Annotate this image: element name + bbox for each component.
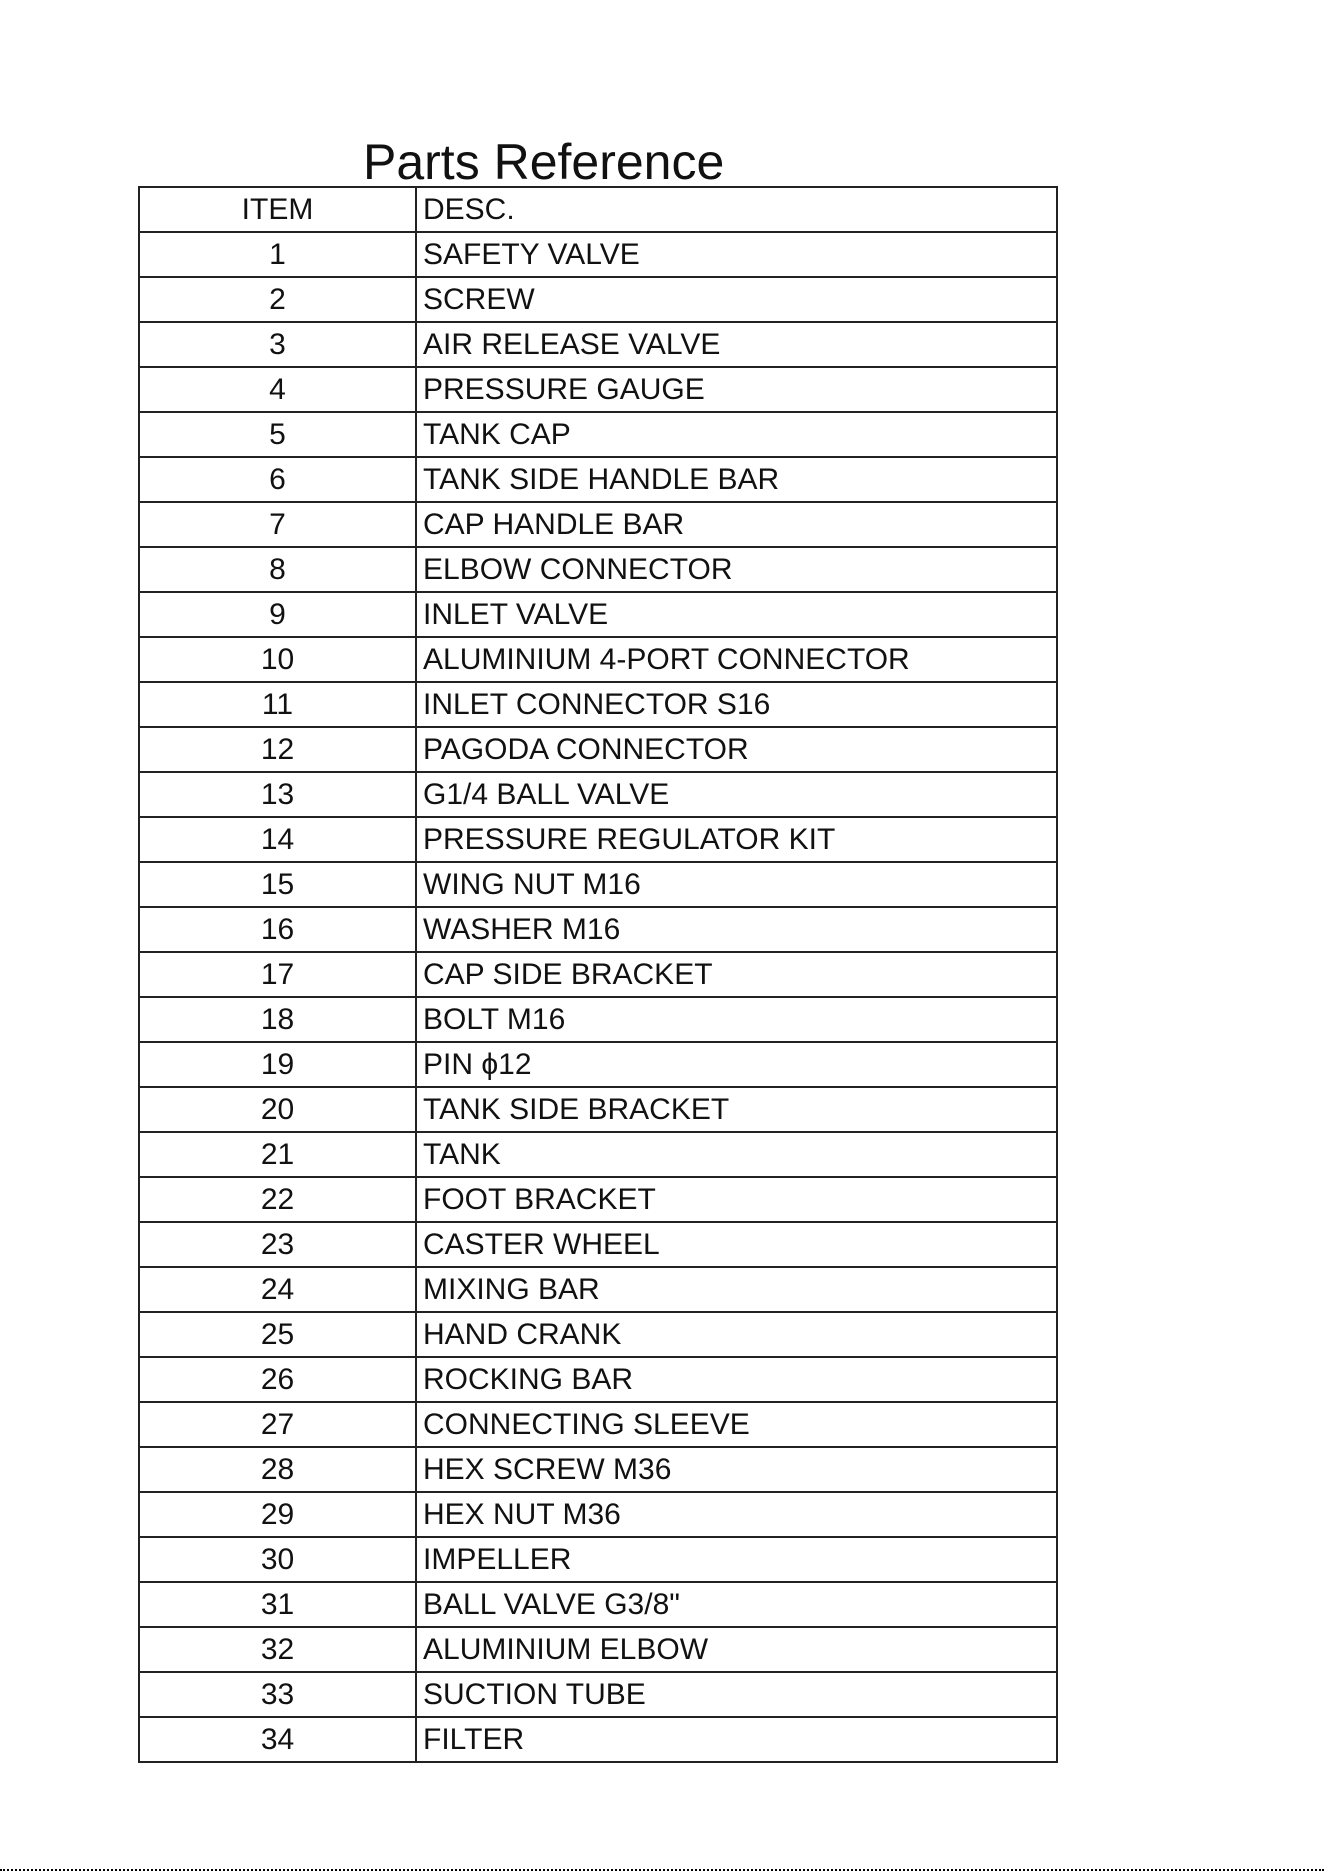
item-description-cell: HEX NUT M36 — [416, 1492, 1057, 1537]
item-number-cell: 30 — [139, 1537, 416, 1582]
page-title: Parts Reference — [363, 133, 725, 190]
item-number-cell: 17 — [139, 952, 416, 997]
item-description-cell: CAP HANDLE BAR — [416, 502, 1057, 547]
item-number-cell: 2 — [139, 277, 416, 322]
parts-table — [138, 186, 1058, 1763]
item-description-cell: TANK SIDE HANDLE BAR — [416, 457, 1057, 502]
table-row — [139, 1492, 1057, 1537]
item-number-cell: 16 — [139, 907, 416, 952]
table-row — [139, 367, 1057, 412]
item-description-cell: WING NUT M16 — [416, 862, 1057, 907]
item-number-cell: 10 — [139, 637, 416, 682]
item-number-cell: 25 — [139, 1312, 416, 1357]
item-number-cell: 13 — [139, 772, 416, 817]
item-description-cell: PAGODA CONNECTOR — [416, 727, 1057, 772]
item-description-cell: INLET CONNECTOR S16 — [416, 682, 1057, 727]
table-row — [139, 1582, 1057, 1627]
item-description-cell: ROCKING BAR — [416, 1357, 1057, 1402]
item-description-cell: G1/4 BALL VALVE — [416, 772, 1057, 817]
item-description-cell: MIXING BAR — [416, 1267, 1057, 1312]
item-description-cell: ALUMINIUM ELBOW — [416, 1627, 1057, 1672]
item-description-cell: CONNECTING SLEEVE — [416, 1402, 1057, 1447]
item-number-cell: 11 — [139, 682, 416, 727]
item-number-cell: 27 — [139, 1402, 416, 1447]
item-number-cell: 9 — [139, 592, 416, 637]
table-header-row — [139, 187, 1057, 232]
table-row — [139, 412, 1057, 457]
item-number-cell: 34 — [139, 1717, 416, 1762]
item-description-cell: PIN ϕ12 — [416, 1042, 1057, 1087]
table-row — [139, 592, 1057, 637]
table-row — [139, 727, 1057, 772]
item-description-cell: FILTER — [416, 1717, 1057, 1762]
item-description-cell: SCREW — [416, 277, 1057, 322]
item-number-cell: 26 — [139, 1357, 416, 1402]
item-number-cell: 22 — [139, 1177, 416, 1222]
item-number-cell: 12 — [139, 727, 416, 772]
item-number-cell: 8 — [139, 547, 416, 592]
item-column-header: ITEM — [139, 187, 416, 232]
item-description-cell: ALUMINIUM 4-PORT CONNECTOR — [416, 637, 1057, 682]
item-description-cell: CASTER WHEEL — [416, 1222, 1057, 1267]
table-row — [139, 817, 1057, 862]
item-description-cell: HAND CRANK — [416, 1312, 1057, 1357]
item-number-cell: 19 — [139, 1042, 416, 1087]
table-row — [139, 952, 1057, 997]
item-number-cell: 4 — [139, 367, 416, 412]
table-row — [139, 1222, 1057, 1267]
item-number-cell: 14 — [139, 817, 416, 862]
item-description-cell: TANK SIDE BRACKET — [416, 1087, 1057, 1132]
item-description-cell: WASHER M16 — [416, 907, 1057, 952]
item-description-cell: FOOT BRACKET — [416, 1177, 1057, 1222]
item-number-cell: 31 — [139, 1582, 416, 1627]
item-description-cell: TANK — [416, 1132, 1057, 1177]
table-row — [139, 1177, 1057, 1222]
table-row — [139, 1087, 1057, 1132]
item-number-cell: 5 — [139, 412, 416, 457]
item-number-cell: 29 — [139, 1492, 416, 1537]
item-description-cell: SUCTION TUBE — [416, 1672, 1057, 1717]
item-number-cell: 23 — [139, 1222, 416, 1267]
item-number-cell: 1 — [139, 232, 416, 277]
desc-column-header: DESC. — [416, 187, 1057, 232]
item-description-cell: AIR RELEASE VALVE — [416, 322, 1057, 367]
item-description-cell: BALL VALVE G3/8" — [416, 1582, 1057, 1627]
item-number-cell: 7 — [139, 502, 416, 547]
table-row — [139, 1402, 1057, 1447]
table-row — [139, 907, 1057, 952]
table-row — [139, 1312, 1057, 1357]
item-description-cell: IMPELLER — [416, 1537, 1057, 1582]
item-number-cell: 18 — [139, 997, 416, 1042]
table-row — [139, 1717, 1057, 1762]
parts-table-body — [139, 232, 1057, 1762]
table-row — [139, 682, 1057, 727]
table-row — [139, 862, 1057, 907]
item-number-cell: 15 — [139, 862, 416, 907]
item-description-cell: INLET VALVE — [416, 592, 1057, 637]
table-row — [139, 997, 1057, 1042]
item-description-cell: BOLT M16 — [416, 997, 1057, 1042]
item-description-cell: HEX SCREW M36 — [416, 1447, 1057, 1492]
table-row — [139, 637, 1057, 682]
item-description-cell: TANK CAP — [416, 412, 1057, 457]
table-row — [139, 1447, 1057, 1492]
table-row — [139, 277, 1057, 322]
table-row — [139, 322, 1057, 367]
table-row — [139, 1357, 1057, 1402]
table-row — [139, 1537, 1057, 1582]
table-row — [139, 457, 1057, 502]
item-number-cell: 33 — [139, 1672, 416, 1717]
table-row — [139, 1267, 1057, 1312]
item-description-cell: ELBOW CONNECTOR — [416, 547, 1057, 592]
item-description-cell: PRESSURE REGULATOR KIT — [416, 817, 1057, 862]
table-row — [139, 1627, 1057, 1672]
parts-table-header — [139, 187, 1057, 232]
item-number-cell: 24 — [139, 1267, 416, 1312]
table-row — [139, 772, 1057, 817]
item-number-cell: 32 — [139, 1627, 416, 1672]
table-row — [139, 1042, 1057, 1087]
item-number-cell: 20 — [139, 1087, 416, 1132]
table-row — [139, 1672, 1057, 1717]
table-row — [139, 547, 1057, 592]
table-row — [139, 1132, 1057, 1177]
item-description-cell: SAFETY VALVE — [416, 232, 1057, 277]
item-number-cell: 21 — [139, 1132, 416, 1177]
table-row — [139, 502, 1057, 547]
table-row — [139, 232, 1057, 277]
page-bottom-divider — [0, 1869, 1324, 1871]
item-number-cell: 28 — [139, 1447, 416, 1492]
item-description-cell: PRESSURE GAUGE — [416, 367, 1057, 412]
item-number-cell: 6 — [139, 457, 416, 502]
item-description-cell: CAP SIDE BRACKET — [416, 952, 1057, 997]
item-number-cell: 3 — [139, 322, 416, 367]
